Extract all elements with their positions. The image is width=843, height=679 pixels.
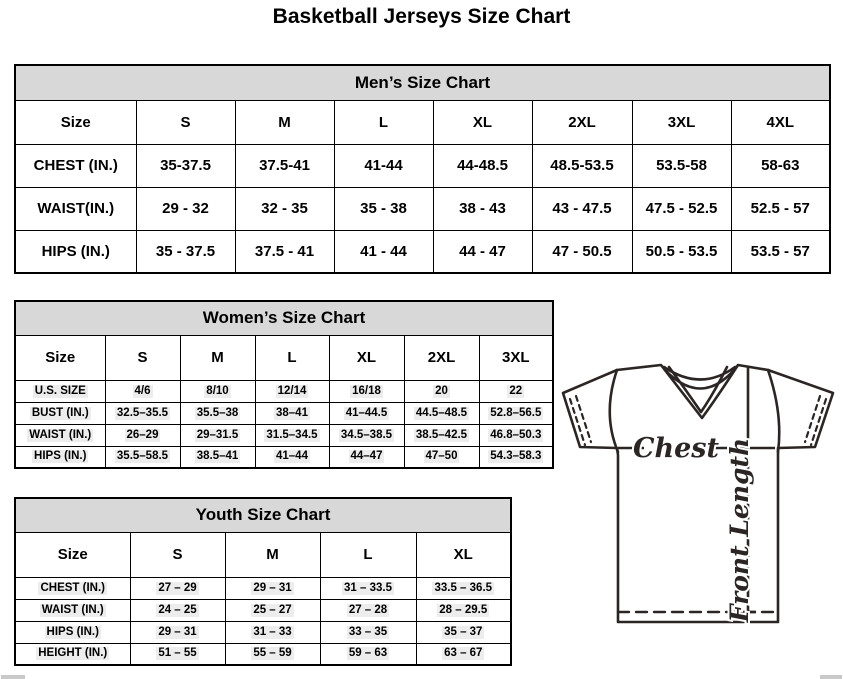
cell [479, 424, 553, 446]
row-label-text: HIPS (IN.) [46, 625, 99, 638]
cell: 47.5 - 52.5 [632, 187, 731, 230]
womens-hips-row [15, 446, 553, 468]
cell [105, 424, 180, 446]
cell-text: 27 – 28 [348, 603, 388, 616]
cell-text: 28 – 29.5 [439, 603, 488, 616]
cell [416, 599, 511, 621]
cell [255, 402, 329, 424]
cell [255, 446, 329, 468]
mens-header-size: Size [15, 100, 136, 144]
womens-header-2xl: 2XL [404, 335, 479, 380]
cell-text: 32.5–35.5 [116, 406, 169, 419]
cell-text: 31.5–34.5 [266, 428, 318, 441]
womens-header-row [15, 335, 553, 380]
cell [479, 402, 553, 424]
cell: 29 - 32 [136, 187, 235, 230]
youth-table-title-row [15, 498, 511, 532]
womens-ussize-row [15, 380, 553, 402]
youth-size-table [14, 497, 510, 666]
row-label: HIPS (IN.) [15, 230, 136, 273]
cell [479, 380, 553, 402]
cell: 37.5-41 [235, 144, 334, 187]
cell: 35 - 38 [334, 187, 433, 230]
cell-text: 44.5–48.5 [415, 406, 468, 419]
cell-text: 20 [435, 384, 448, 397]
mens-header-row [15, 100, 830, 144]
mens-size-table [14, 64, 829, 274]
mens-chest-row [15, 144, 830, 187]
row-label: WAIST(IN.) [15, 187, 136, 230]
cell: 53.5 - 57 [731, 230, 830, 273]
cell-text: 4/6 [134, 384, 151, 397]
cell: 44 - 47 [433, 230, 532, 273]
row-label-text: WAIST (IN.) [29, 428, 92, 441]
womens-header-s: S [105, 335, 180, 380]
cell [130, 621, 225, 643]
cell: 50.5 - 53.5 [632, 230, 731, 273]
cell: 37.5 - 41 [235, 230, 334, 273]
cell-text: 16/18 [352, 384, 381, 397]
row-label-text: WAIST (IN.) [41, 603, 104, 616]
cell-text: 27 – 29 [158, 581, 197, 594]
youth-height-row [15, 643, 511, 665]
cell-text: 35.5–58.5 [116, 450, 169, 463]
cell [320, 621, 416, 643]
cell-text: 59 – 63 [348, 647, 388, 660]
mens-header-l: L [334, 100, 433, 144]
row-label [15, 599, 130, 621]
cell-text: 8/10 [206, 384, 229, 397]
cell: 58-63 [731, 144, 830, 187]
cell [105, 402, 180, 424]
cell [255, 424, 329, 446]
mens-table-title-row [15, 65, 830, 100]
cell [479, 446, 553, 468]
youth-chest-row [15, 577, 511, 599]
row-label-text: U.S. SIZE [34, 384, 86, 397]
chest-label: Chest [633, 433, 719, 464]
cell [180, 402, 255, 424]
jersey-outline-icon [563, 365, 833, 622]
womens-table-title: Women’s Size Chart [15, 301, 553, 335]
row-label-text: BUST (IN.) [31, 406, 89, 419]
cell: 47 - 50.5 [532, 230, 632, 273]
cell [225, 599, 320, 621]
mens-table-title: Men’s Size Chart [15, 65, 830, 100]
cell-text: 38.5–42.5 [415, 428, 468, 441]
cell [180, 380, 255, 402]
cell-text: 41–44.5 [345, 406, 388, 419]
mens-header-3xl: 3XL [632, 100, 731, 144]
row-label-text: HIPS (IN.) [34, 450, 87, 463]
cell-text: 33 – 35 [348, 625, 388, 638]
cell-text: 55 – 59 [253, 647, 292, 660]
cell-text: 24 – 25 [158, 603, 197, 616]
cell-text: 46.8–50.3 [490, 428, 542, 441]
cell [225, 577, 320, 599]
cell-text: 47–50 [425, 450, 458, 463]
cell: 41 - 44 [334, 230, 433, 273]
cell-text: 52.8–56.5 [490, 406, 542, 419]
womens-waist-row [15, 424, 553, 446]
page-edge-artifact-left [1, 675, 25, 679]
cell-text: 33.5 – 36.5 [434, 581, 493, 594]
cell-text: 54.3–58.3 [490, 450, 542, 463]
womens-header-l: L [255, 335, 329, 380]
cell: 32 - 35 [235, 187, 334, 230]
cell [225, 643, 320, 665]
cell [416, 643, 511, 665]
row-label-text: CHEST (IN.) [40, 581, 106, 594]
row-label [15, 446, 105, 468]
cell-text: 38.5–41 [196, 450, 239, 463]
youth-header-l: L [320, 532, 416, 577]
cell [130, 643, 225, 665]
womens-header-3xl: 3XL [479, 335, 553, 380]
cell [329, 446, 404, 468]
cell: 41-44 [334, 144, 433, 187]
womens-table-title-row [15, 301, 553, 335]
cell [416, 621, 511, 643]
mens-header-xl: XL [433, 100, 532, 144]
cell-text: 34.5–38.5 [340, 428, 393, 441]
cell-text: 41–44 [276, 450, 308, 463]
youth-table-title: Youth Size Chart [15, 498, 511, 532]
cell [320, 577, 416, 599]
cell [130, 577, 225, 599]
cell [329, 402, 404, 424]
cell-text: 35 – 37 [444, 625, 483, 638]
cell-text: 26–29 [126, 428, 159, 441]
cell: 44-48.5 [433, 144, 532, 187]
jersey-measurement-diagram [558, 360, 843, 632]
cell [225, 621, 320, 643]
cell: 35-37.5 [136, 144, 235, 187]
cell-text: 35.5–38 [196, 406, 239, 419]
cell [329, 380, 404, 402]
womens-size-table [14, 300, 552, 469]
cell [105, 446, 180, 468]
cell-text: 25 – 27 [253, 603, 292, 616]
mens-hips-row [15, 230, 830, 273]
cell [105, 380, 180, 402]
mens-header-2xl: 2XL [532, 100, 632, 144]
row-label [15, 577, 130, 599]
front-length-label: Front Length [725, 437, 754, 623]
cell: 38 - 43 [433, 187, 532, 230]
cell: 35 - 37.5 [136, 230, 235, 273]
cell [320, 643, 416, 665]
cell-text: 31 – 33.5 [344, 581, 392, 594]
row-label [15, 621, 130, 643]
cell: 48.5-53.5 [532, 144, 632, 187]
row-label [15, 643, 130, 665]
cell-text: 63 – 67 [444, 647, 483, 660]
cell [416, 577, 511, 599]
cell [404, 402, 479, 424]
row-label [15, 402, 105, 424]
cell [404, 380, 479, 402]
womens-header-xl: XL [329, 335, 404, 380]
youth-waist-row [15, 599, 511, 621]
youth-header-s: S [130, 532, 225, 577]
mens-header-s: S [136, 100, 235, 144]
cell [329, 424, 404, 446]
row-label [15, 380, 105, 402]
cell [404, 424, 479, 446]
cell-text: 31 – 33 [253, 625, 292, 638]
row-label-text: HEIGHT (IN.) [38, 647, 108, 660]
youth-header-m: M [225, 532, 320, 577]
cell: 52.5 - 57 [731, 187, 830, 230]
cell-text: 29 – 31 [253, 581, 292, 594]
cell [180, 424, 255, 446]
womens-header-size: Size [15, 335, 105, 380]
cell [255, 380, 329, 402]
cell-text: 29–31.5 [196, 428, 239, 441]
cell: 43 - 47.5 [532, 187, 632, 230]
womens-bust-row [15, 402, 553, 424]
cell-text: 22 [509, 384, 523, 397]
youth-header-row [15, 532, 511, 577]
cell: 53.5-58 [632, 144, 731, 187]
mens-header-m: M [235, 100, 334, 144]
mens-header-4xl: 4XL [731, 100, 830, 144]
cell-text: 12/14 [277, 384, 307, 397]
cell [404, 446, 479, 468]
page-edge-artifact-right [820, 675, 842, 679]
youth-header-xl: XL [416, 532, 511, 577]
cell-text: 44–47 [350, 450, 383, 463]
cell-text: 38–41 [276, 406, 308, 419]
row-label: CHEST (IN.) [15, 144, 136, 187]
cell [320, 599, 416, 621]
cell [130, 599, 225, 621]
page-title: Basketball Jerseys Size Chart [272, 5, 571, 28]
youth-header-size: Size [15, 532, 130, 577]
youth-hips-row [15, 621, 511, 643]
row-label [15, 424, 105, 446]
womens-header-m: M [180, 335, 255, 380]
cell-text: 29 – 31 [158, 625, 197, 638]
cell-text: 51 – 55 [158, 647, 197, 660]
mens-waist-row [15, 187, 830, 230]
cell [180, 446, 255, 468]
